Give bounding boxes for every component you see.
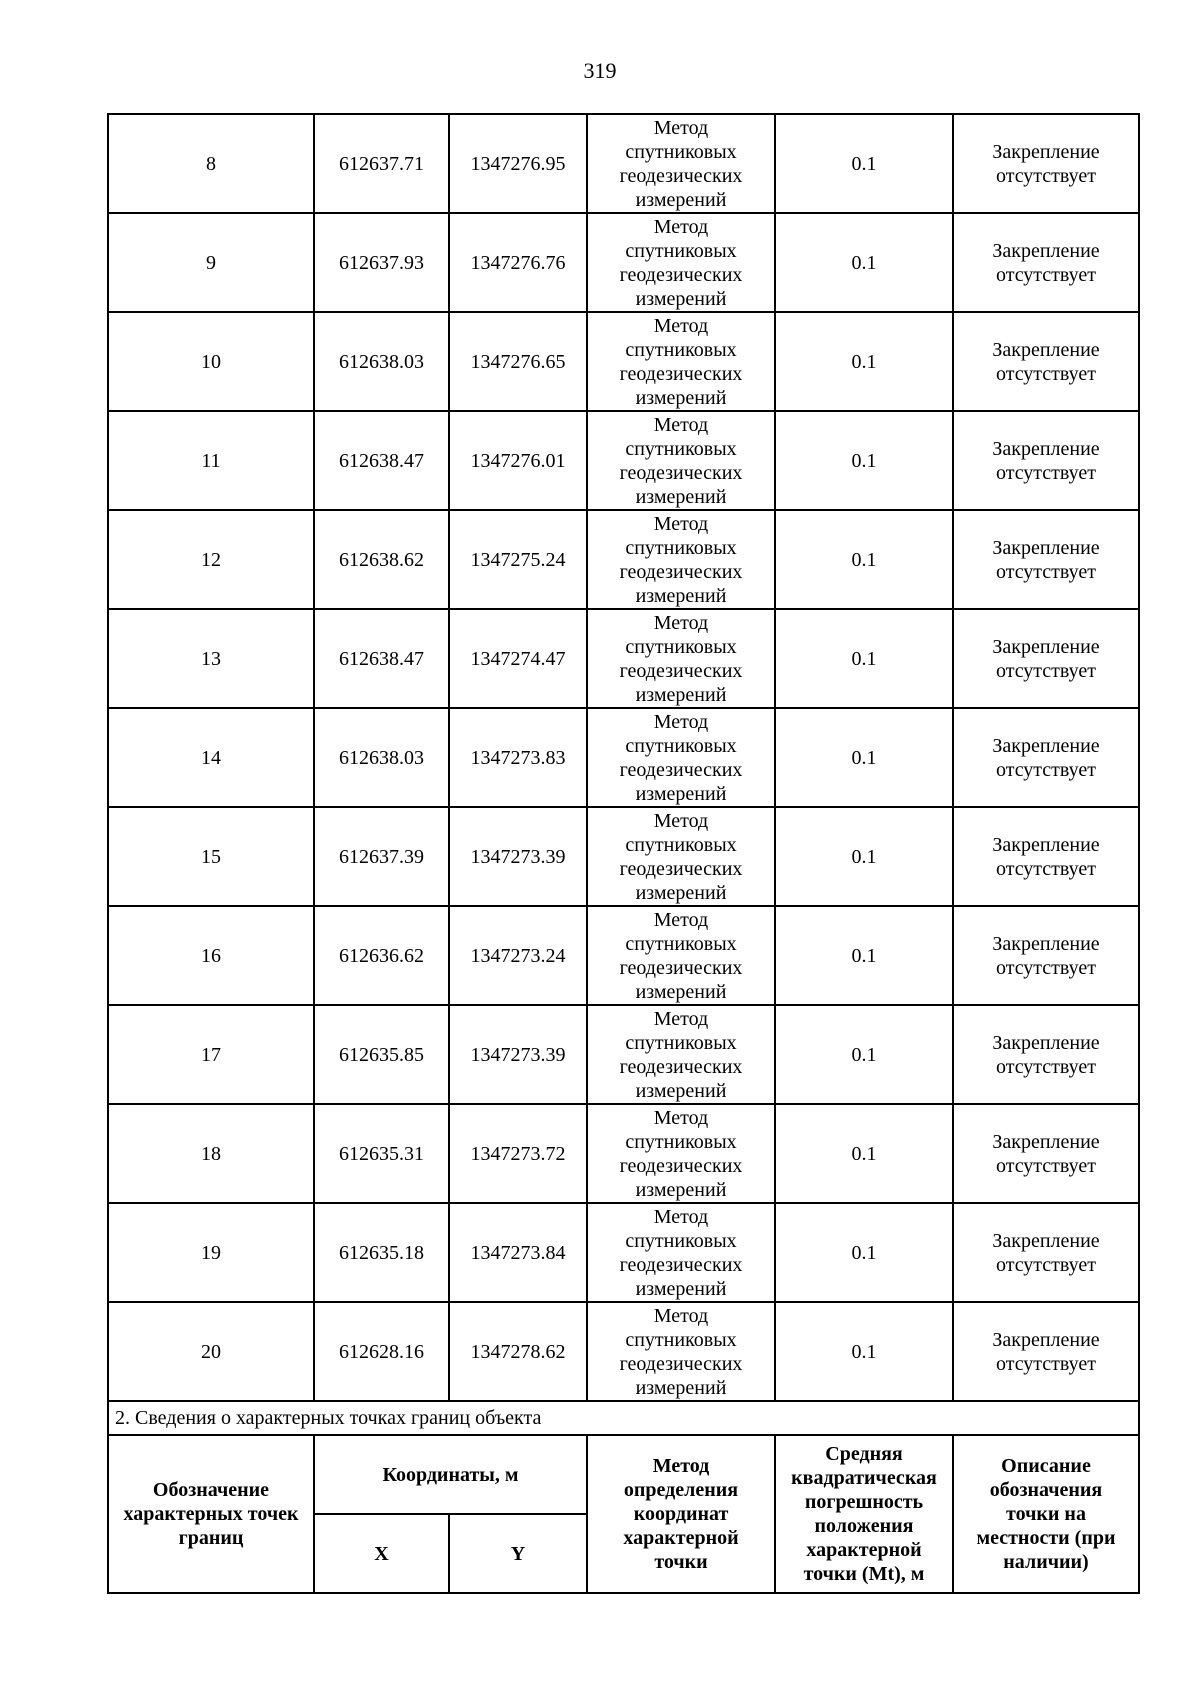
table-row [108, 1302, 1139, 1401]
point-number: 13 [108, 609, 314, 708]
section-title: 2. Сведения о характерных точках границ объекта [108, 1401, 1139, 1435]
description-line: отсутствует [995, 1352, 1097, 1375]
method-line: измерений [635, 287, 727, 310]
description-line: отсутствует [995, 362, 1097, 385]
description-line: Закрепление [992, 239, 1100, 262]
header-x: X [314, 1514, 449, 1593]
coord-x: 612635.18 [314, 1203, 449, 1302]
description-line: Закрепление [992, 932, 1100, 955]
section-row [108, 1401, 1139, 1435]
description-line: Закрепление [992, 734, 1100, 757]
description-line: Закрепление [992, 1130, 1100, 1153]
method-line: геодезических [619, 1352, 743, 1375]
page-number: 319 [583, 58, 617, 83]
table-row [108, 1005, 1139, 1104]
coord-x: 612638.03 [314, 312, 449, 411]
method-cell [587, 1005, 775, 1104]
description-cell [953, 609, 1139, 708]
method-line: Метод [653, 314, 709, 337]
description-line: отсутствует [995, 758, 1097, 781]
description-line: Закрепление [992, 437, 1100, 460]
table-row [108, 1203, 1139, 1302]
point-number: 17 [108, 1005, 314, 1104]
method-cell [587, 114, 775, 213]
method-line: измерений [635, 782, 727, 805]
method-cell [587, 708, 775, 807]
point-number: 12 [108, 510, 314, 609]
description-line: отсутствует [995, 1055, 1097, 1078]
description-line: отсутствует [995, 857, 1097, 880]
coord-y: 1347273.39 [449, 1005, 587, 1104]
method-line: измерений [635, 1178, 727, 1201]
method-line: измерений [635, 1277, 727, 1300]
coord-x: 612637.39 [314, 807, 449, 906]
description-cell [953, 411, 1139, 510]
method-line: Метод [653, 809, 709, 832]
coord-x: 612636.62 [314, 906, 449, 1005]
method-line: Метод [653, 116, 709, 139]
method-line: геодезических [619, 164, 743, 187]
accuracy-value: 0.1 [775, 609, 953, 708]
point-number: 18 [108, 1104, 314, 1203]
method-cell [587, 312, 775, 411]
description-cell [953, 1005, 1139, 1104]
point-number: 20 [108, 1302, 314, 1401]
accuracy-value: 0.1 [775, 1005, 953, 1104]
coord-y: 1347274.47 [449, 609, 587, 708]
method-cell [587, 1104, 775, 1203]
accuracy-value: 0.1 [775, 708, 953, 807]
accuracy-value: 0.1 [775, 411, 953, 510]
method-line: геодезических [619, 857, 743, 880]
accuracy-value: 0.1 [775, 807, 953, 906]
table-row [108, 312, 1139, 411]
method-line: геодезических [619, 956, 743, 979]
method-line: спутниковых [625, 1130, 737, 1153]
method-cell [587, 1302, 775, 1401]
method-line: геодезических [619, 1055, 743, 1078]
accuracy-value: 0.1 [775, 1302, 953, 1401]
method-line: Метод [653, 908, 709, 931]
method-line: геодезических [619, 362, 743, 385]
point-number: 9 [108, 213, 314, 312]
method-line: измерений [635, 485, 727, 508]
coord-y: 1347275.24 [449, 510, 587, 609]
coord-y: 1347273.39 [449, 807, 587, 906]
header-method: Метод определения координат характерной точки [587, 1435, 775, 1593]
method-line: Метод [653, 413, 709, 436]
method-line: спутниковых [625, 635, 737, 658]
description-line: отсутствует [995, 1253, 1097, 1276]
method-line: спутниковых [625, 1229, 737, 1252]
method-line: спутниковых [625, 932, 737, 955]
description-line: Закрепление [992, 536, 1100, 559]
coord-y: 1347278.62 [449, 1302, 587, 1401]
method-line: геодезических [619, 1154, 743, 1177]
table-row [108, 114, 1139, 213]
accuracy-value: 0.1 [775, 1203, 953, 1302]
method-line: спутниковых [625, 1031, 737, 1054]
method-line: Метод [653, 512, 709, 535]
table-row [108, 510, 1139, 609]
method-line: спутниковых [625, 239, 737, 262]
header-accuracy: Средняя квадратическая погрешность положения характерной точки (Mt), м [775, 1435, 953, 1593]
description-line: отсутствует [995, 1154, 1097, 1177]
method-line: спутниковых [625, 140, 737, 163]
description-cell [953, 906, 1139, 1005]
description-line: отсутствует [995, 263, 1097, 286]
method-line: измерений [635, 980, 727, 1003]
header-row [108, 1435, 1139, 1514]
method-cell [587, 1203, 775, 1302]
accuracy-value: 0.1 [775, 312, 953, 411]
point-number: 19 [108, 1203, 314, 1302]
description-cell [953, 1104, 1139, 1203]
coord-y: 1347273.83 [449, 708, 587, 807]
accuracy-value: 0.1 [775, 1104, 953, 1203]
description-line: Закрепление [992, 1328, 1100, 1351]
accuracy-value: 0.1 [775, 114, 953, 213]
method-line: геодезических [619, 461, 743, 484]
table-row [108, 807, 1139, 906]
coord-y: 1347273.24 [449, 906, 587, 1005]
method-line: измерений [635, 683, 727, 706]
point-number: 8 [108, 114, 314, 213]
table-row [108, 708, 1139, 807]
header-y: Y [449, 1514, 587, 1593]
coord-x: 612628.16 [314, 1302, 449, 1401]
description-cell [953, 807, 1139, 906]
method-cell [587, 807, 775, 906]
description-line: Закрепление [992, 1031, 1100, 1054]
method-cell [587, 609, 775, 708]
description-line: Закрепление [992, 338, 1100, 361]
coord-x: 612637.93 [314, 213, 449, 312]
point-number: 10 [108, 312, 314, 411]
description-line: отсутствует [995, 560, 1097, 583]
coord-y: 1347276.65 [449, 312, 587, 411]
method-line: спутниковых [625, 833, 737, 856]
method-line: Метод [653, 1007, 709, 1030]
method-line: измерений [635, 188, 727, 211]
coord-y: 1347273.84 [449, 1203, 587, 1302]
method-line: измерений [635, 881, 727, 904]
method-line: измерений [635, 386, 727, 409]
table-body [108, 114, 1139, 1401]
description-cell [953, 510, 1139, 609]
description-cell [953, 114, 1139, 213]
method-line: геодезических [619, 1253, 743, 1276]
description-line: Закрепление [992, 1229, 1100, 1252]
description-line: отсутствует [995, 164, 1097, 187]
table-row [108, 213, 1139, 312]
coord-x: 612635.85 [314, 1005, 449, 1104]
boundary-points-table [107, 113, 1140, 1594]
method-line: измерений [635, 1079, 727, 1102]
table-row [108, 411, 1139, 510]
method-line: спутниковых [625, 437, 737, 460]
description-line: отсутствует [995, 461, 1097, 484]
description-line: Закрепление [992, 635, 1100, 658]
description-cell [953, 708, 1139, 807]
method-line: геодезических [619, 659, 743, 682]
accuracy-value: 0.1 [775, 510, 953, 609]
method-line: Метод [653, 215, 709, 238]
method-line: спутниковых [625, 1328, 737, 1351]
description-cell [953, 312, 1139, 411]
point-number: 11 [108, 411, 314, 510]
method-line: геодезических [619, 560, 743, 583]
method-cell [587, 906, 775, 1005]
method-line: Метод [653, 1304, 709, 1327]
description-line: Закрепление [992, 140, 1100, 163]
description-cell [953, 1302, 1139, 1401]
method-line: Метод [653, 710, 709, 733]
method-line: геодезических [619, 263, 743, 286]
description-line: Закрепление [992, 833, 1100, 856]
method-line: измерений [635, 584, 727, 607]
table-row [108, 906, 1139, 1005]
point-number: 14 [108, 708, 314, 807]
header-point-designation: Обозначение характерных точек границ [108, 1435, 314, 1593]
method-line: спутниковых [625, 338, 737, 361]
method-cell [587, 510, 775, 609]
accuracy-value: 0.1 [775, 213, 953, 312]
description-line: отсутствует [995, 659, 1097, 682]
coord-y: 1347276.76 [449, 213, 587, 312]
method-line: спутниковых [625, 536, 737, 559]
coord-x: 612637.71 [314, 114, 449, 213]
table-row [108, 609, 1139, 708]
method-line: геодезических [619, 758, 743, 781]
coord-x: 612638.62 [314, 510, 449, 609]
coord-x: 612638.47 [314, 411, 449, 510]
coord-y: 1347273.72 [449, 1104, 587, 1203]
table-row [108, 1104, 1139, 1203]
coord-x: 612638.03 [314, 708, 449, 807]
coord-x: 612638.47 [314, 609, 449, 708]
point-number: 15 [108, 807, 314, 906]
method-line: спутниковых [625, 734, 737, 757]
point-number: 16 [108, 906, 314, 1005]
description-cell [953, 1203, 1139, 1302]
method-cell [587, 411, 775, 510]
description-cell [953, 213, 1139, 312]
method-line: Метод [653, 1205, 709, 1228]
description-line: отсутствует [995, 956, 1097, 979]
method-line: Метод [653, 1106, 709, 1129]
header-coordinates: Координаты, м [314, 1435, 587, 1514]
coord-x: 612635.31 [314, 1104, 449, 1203]
method-line: измерений [635, 1376, 727, 1399]
coord-y: 1347276.01 [449, 411, 587, 510]
coord-y: 1347276.95 [449, 114, 587, 213]
header-description: Описание обозначения точки на местности (при наличии) [953, 1435, 1139, 1593]
accuracy-value: 0.1 [775, 906, 953, 1005]
method-cell [587, 213, 775, 312]
method-line: Метод [653, 611, 709, 634]
